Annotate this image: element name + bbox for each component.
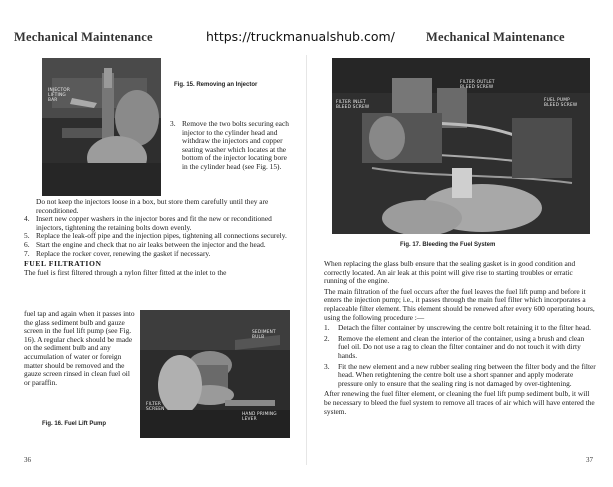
step-4 [24, 215, 290, 232]
right-step-1-number: 1. [324, 323, 330, 333]
glass-bulb-paragraph: When replacing the glass bulb ensure that the sealing gasket is in good condition and correctly located. An air leak at this point will give rise to starting troubles or erratic running of the engine. [324, 259, 576, 286]
main-filtration-paragraph: The main filtration of the fuel occurs after the fuel leaves the fuel lift pump and before it enters the injection pump; i.e., it passes through the main fuel filter which incorporates a replaceable filter element. This element should be renewed after every 600 operating hours, using the following procedure :— [324, 286, 595, 322]
fig15-caption: Fig. 15. Removing an Injector [174, 82, 258, 88]
fig16-label-hand-priming-lever: HAND PRIMING LEVER [242, 412, 277, 422]
step-4-text: Insert new copper washers in the injector bores and fit the new or reconditioned injectors, tightening the retaining bolts down evenly. [36, 214, 272, 232]
fig15-photo-image [42, 58, 161, 196]
right-page-number: 37 [586, 456, 593, 464]
step-7 [24, 250, 290, 259]
step-3 [170, 120, 290, 172]
fig16-label-filter-screen: FILTER SCREEN [146, 402, 165, 412]
step-5-number: 5. [24, 231, 30, 241]
fig17-label-filter-inlet-bleed-screw: FILTER INLET BLEED SCREW [336, 100, 370, 110]
step-4-number: 4. [24, 214, 30, 224]
right-step-1 [324, 324, 596, 333]
bleed-system-paragraph: After renewing the fuel filter element, or cleaning the fuel lift pump sediment bulb, it will be necessary to bleed the fuel system to remove all traces of air which will have entered the system. [324, 389, 595, 416]
fig16-caption: Fig. 16. Fuel Lift Pump [42, 421, 107, 427]
fig16-label-sediment-bulb: SEDIMENT BULB [252, 330, 276, 340]
right-step-3-text: Fit the new element and a new rubber sealing ring between the filter body and the filter head. When retightening the centre bolt use a short spanner and apply moderate pressure only to ensure that the sealing ring is not damaged by over-tightening. [338, 361, 596, 388]
fig17-label-filter-outlet-bleed-screw: FILTER OUTLET BLEED SCREW [460, 80, 495, 90]
right-step-3-number: 3. [324, 361, 330, 371]
fig15-label-injector-lifting-bar: INJECTOR LIFTING BAR [48, 88, 71, 103]
step-3-number: 3. [170, 119, 176, 128]
fuel-filtration-heading: FUEL FILTRATION [24, 259, 102, 269]
right-step-2-text: Remove the element and clean the interior of the container, using a brush and clean fuel oil. Do not use a rag to clean the filter container and do not touch it with dirty hands. [338, 333, 585, 360]
fig15-injector-photo [42, 58, 161, 196]
left-running-header: Mechanical Maintenance [14, 30, 153, 44]
step-6-text: Start the engine and check that no air leaks between the injector and the head. [36, 239, 266, 249]
fig17-bleeding-fuel-system-photo [332, 58, 590, 234]
right-step-1-text: Detach the filter container by unscrewing the centre bolt retaining it to the filter head. [338, 323, 592, 333]
right-page [306, 0, 613, 487]
step-6-number: 6. [24, 239, 30, 249]
step-7-text: Replace the rocker cover, renewing the gasket if necessary. [36, 248, 211, 258]
step-3-text: Remove the two bolts securing each injector to the cylinder head and withdraw the injectors and copper seating washer which locates at the bottom of the injector locating bore in the cylinder head (see Fig. 15). [182, 119, 289, 171]
fig16-fuel-lift-pump-photo [140, 310, 290, 438]
fig17-caption: Fig. 17. Bleeding the Fuel System [400, 242, 496, 248]
fig17-label-fuel-pump-bleed-screw: FUEL PUMP BLEED SCREW [544, 98, 578, 108]
left-page [0, 0, 306, 487]
filtration-intro-line: The fuel is first filtered through a nylon filter fitted at the inlet to the [24, 267, 227, 277]
filtration-wrap-text: fuel tap and again when it passes into the glass sediment bulb and gauze screen in the fuel lift pump (see Fig. 16). A regular check should be made on the sediment bulb and any accumulation of water or foreign matter should be removed and the gauze screen rinsed in clean fuel oil or paraffin. [24, 309, 135, 387]
right-step-2 [324, 335, 596, 361]
right-running-header: Mechanical Maintenance [426, 30, 565, 44]
step-7-number: 7. [24, 248, 30, 258]
step-5-text: Replace the leak-off pipe and the injection pipes, tightening all connections securely. [36, 231, 287, 241]
right-text-block [324, 260, 596, 416]
left-page-number: 36 [24, 456, 31, 464]
injector-storage-note: Do not keep the injectors loose in a box, but store them carefully until they are reconditioned. [36, 197, 269, 215]
right-step-3 [324, 363, 596, 389]
left-text-block [24, 198, 290, 277]
source-url: https://truckmanualshub.com/ [206, 29, 395, 44]
right-step-2-number: 2. [324, 333, 330, 343]
